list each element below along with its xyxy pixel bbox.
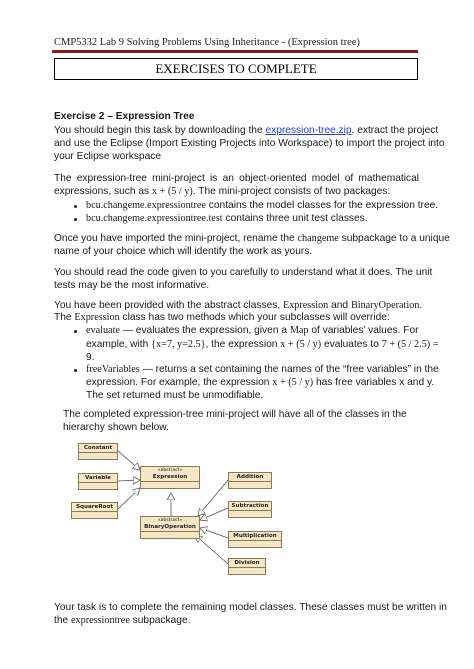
free-vars-text-c: has free variables x and y.: [313, 377, 435, 388]
abstract-text-mid: and: [328, 300, 351, 311]
model-text-b: . The mini-project consists of two packages:: [192, 186, 391, 197]
free-vars-line-1: [86, 363, 439, 376]
class-multiplication: Multiplication: [228, 531, 282, 548]
map-code: Map: [289, 325, 309, 336]
hierarchy-line-2: hierarchy shown below.: [63, 422, 169, 433]
bullet-dot: [74, 205, 77, 208]
task-line-2: [54, 614, 190, 627]
free-vars-code: x + (5 / y): [272, 377, 314, 388]
intro-text-b: , extract the project: [351, 125, 439, 136]
package-item-test: [86, 212, 368, 225]
bullet-dot: [74, 218, 77, 221]
package-name: bcu.changeme.expressiontree: [86, 200, 206, 211]
free-vars-text-a: — returns a set containing the names of the “free variables” in the: [139, 364, 439, 375]
evaluate-text-c: example, with: [86, 339, 152, 350]
class-addition: Addition: [228, 472, 272, 489]
evaluate-text-d: , the expression: [205, 339, 281, 350]
bullet-dot: [74, 330, 77, 333]
task-text-a: the: [54, 615, 71, 626]
hierarchy-line-1: The completed expression-tree mini-project will have all of the classes in the: [63, 409, 407, 420]
abstract-text-a: You have been provided with the abstract classes,: [54, 300, 283, 311]
method-name: evaluate: [86, 325, 120, 336]
evaluate-line-2: [86, 338, 438, 351]
read-line-1: You should read the code given to you carefully to understand what it does. The unit: [54, 267, 433, 278]
abstract-stereotype: «abstract»: [157, 468, 183, 473]
evaluate-text-b: of variables’ values. For: [308, 325, 419, 336]
free-vars-line-2: [86, 376, 434, 389]
page-title: EXERCISES TO COMPLETE: [54, 58, 418, 80]
class-constant: Constant: [78, 443, 118, 460]
rename-text-b: subpackage to a unique: [338, 233, 450, 244]
abstract-code-3: Expression: [74, 312, 120, 323]
class-expression: «abstract» Expression: [140, 466, 200, 489]
header-rule: [52, 50, 418, 53]
example-result: 7 + (5 / 2.5) =: [381, 339, 439, 350]
class-binaryoperation: «abstract» BinaryOperation: [140, 516, 200, 539]
read-line-2: tests may be the most informative.: [54, 280, 210, 291]
free-vars-text-b: expression. For example, the expression: [86, 377, 273, 388]
evaluate-line-3: 9.: [86, 352, 95, 363]
method-name: freeVariables: [86, 364, 140, 375]
abstract-stereotype: «abstract»: [157, 518, 183, 523]
intro-line-1: [54, 124, 438, 137]
rename-line-2: name of your choice which will identify the work as yours.: [54, 246, 313, 257]
class-subtraction: Subtraction: [228, 501, 272, 518]
intro-line-3: your Eclipse workspace: [54, 151, 162, 162]
class-hierarchy-diagram: [60, 438, 296, 588]
model-line-2: [54, 185, 390, 198]
evaluate-line-1: [86, 324, 419, 337]
abstract-line-2: [54, 311, 390, 324]
download-link[interactable]: expression-tree.zip: [265, 125, 352, 136]
intro-line-2: and use the Eclipse (Import Existing Projects into Workspace) to import the project into: [54, 138, 445, 149]
model-text-a: expressions, such as: [54, 186, 152, 197]
package-name: bcu.changeme.expressiontree.test: [86, 213, 223, 224]
model-line-1: The expression-tree mini-project is an object-oriented model of mathematical: [54, 173, 419, 184]
abstract-code-1: Expression: [282, 300, 329, 311]
abstract-text-d: class has two methods which your subclasses will override:: [119, 312, 390, 323]
bullet-dot: [74, 369, 77, 372]
package-desc: contains three unit test classes.: [222, 213, 368, 224]
rename-code: changeme: [297, 233, 339, 244]
rename-line-1: [54, 232, 450, 245]
evaluate-text-a: — evaluates the expression, given a: [119, 325, 290, 336]
abstract-text-end: .: [419, 300, 423, 311]
class-division: Division: [228, 558, 266, 575]
task-text-b: subpackage.: [129, 615, 191, 626]
abstract-text-c: The: [54, 312, 75, 323]
free-vars-line-3: The set returned must be unmodifiable.: [86, 390, 264, 401]
rename-text-a: Once you have imported the mini-project, rename the: [54, 233, 298, 244]
class-squareroot: SquareRoot: [71, 502, 118, 519]
class-variable: Variable: [78, 473, 118, 490]
model-code: x + (5 / y): [151, 186, 193, 197]
evaluate-text-e: evaluates to: [321, 339, 382, 350]
exercise-heading: Exercise 2 – Expression Tree: [54, 111, 195, 122]
package-desc: contains the model classes for the expression tree.: [205, 200, 439, 211]
example-values: {x=7, y=2.5}: [151, 339, 206, 350]
abstract-code-2: BinaryOperation: [350, 300, 420, 311]
task-line-1: Your task is to complete the remaining model classes. These classes must be written in: [54, 602, 447, 613]
example-expression: x + (5 / y): [280, 339, 322, 350]
subpackage-code: expressiontree: [71, 615, 130, 626]
package-item-main: [86, 199, 438, 212]
page-header: CMP5332 Lab 9 Solving Problems Using Inheritance - (Expression tree): [54, 37, 360, 48]
intro-text-a: You should begin this task by downloading the: [54, 125, 266, 136]
